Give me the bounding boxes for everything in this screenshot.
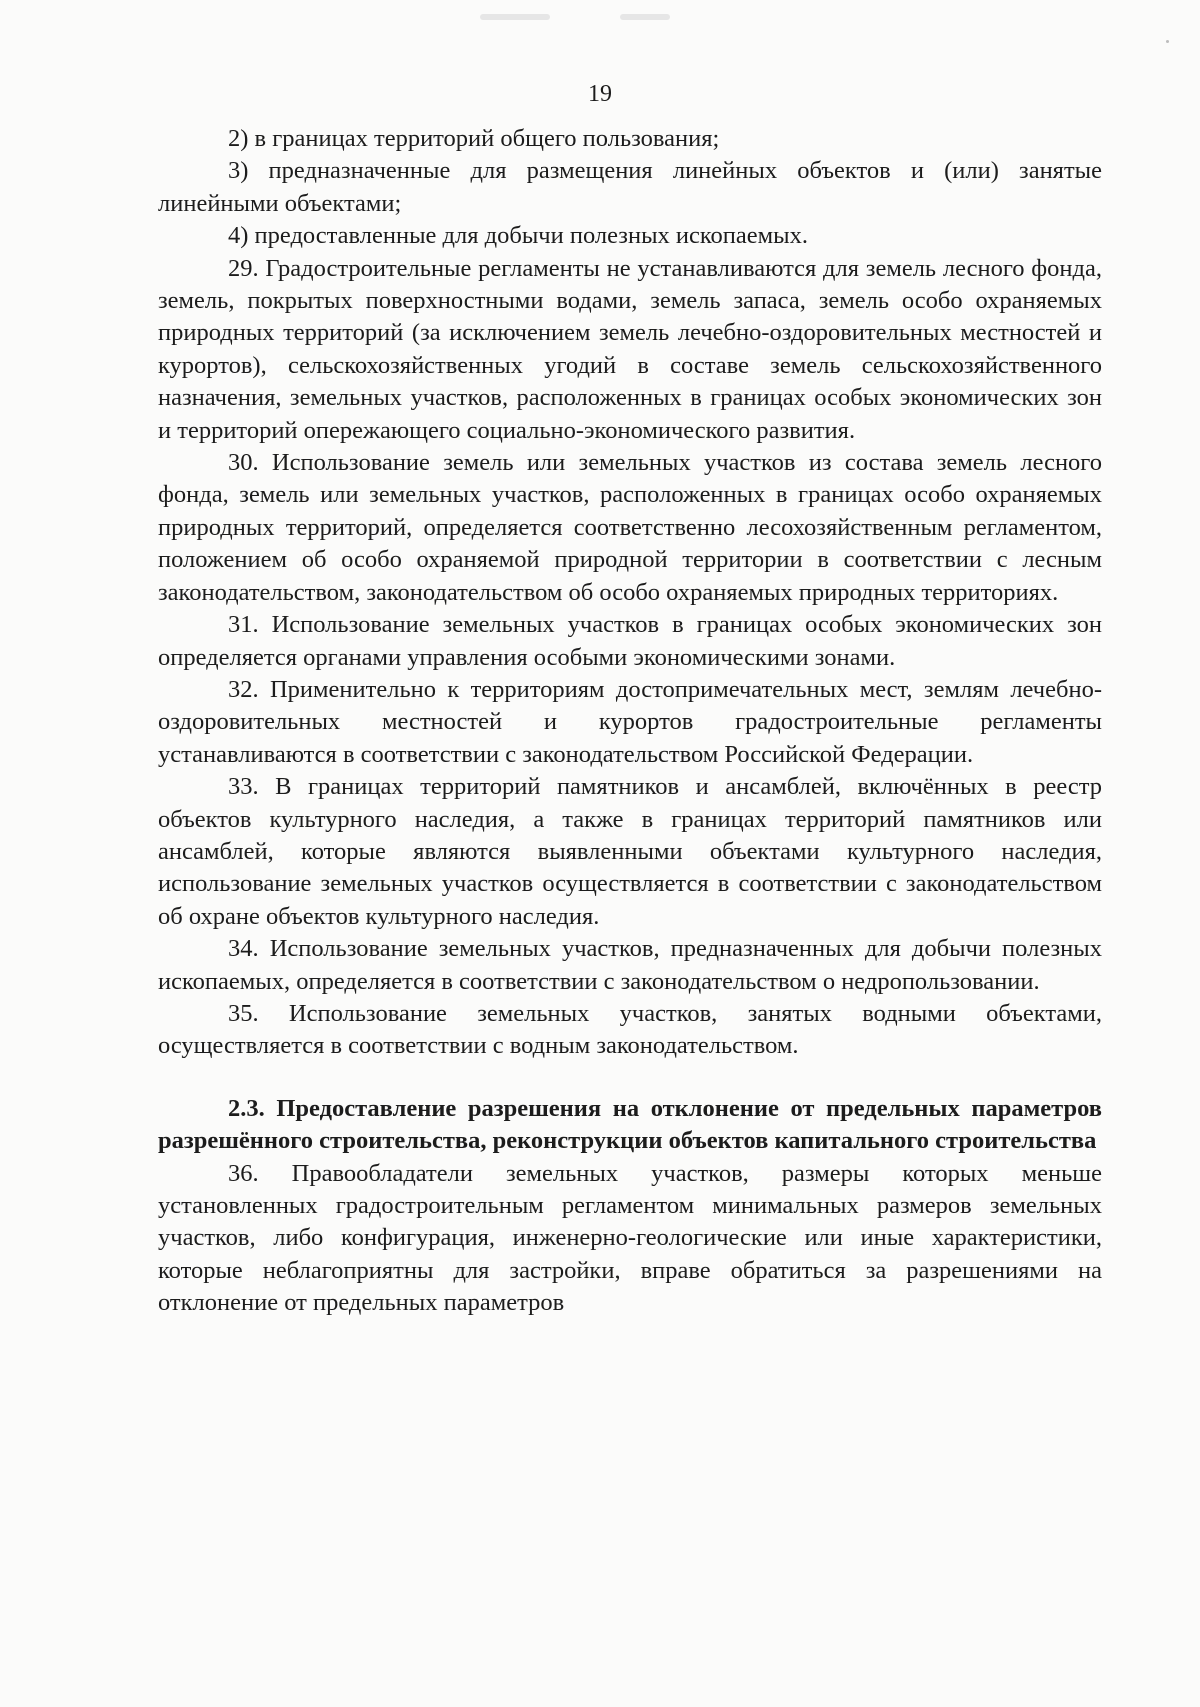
document-body (158, 123, 1102, 1320)
paragraph-36: 36. Правообладатели земельных участков, размеры которых меньше установленных градостроительным регламентом минимальных размеров земельных участков, либо конфигурация, инженерно-геологические или иные характеристики, которые неблагоприятны для застройки, вправе обратиться за разрешениями на отклонение от предельных параметров (158, 1159, 1102, 1317)
scan-artifact (620, 14, 670, 20)
section-heading: 2.3. Предоставление разрешения на отклонение от предельных параметров разрешённого строительства, реконструкции объектов капитального строительства (158, 1094, 1102, 1155)
paragraph-31: 31. Использование земельных участков в границах особых экономических зон определяется органами управления особыми экономическими зонами. (158, 611, 1102, 671)
paragraph-30: 30. Использование земель или земельных участков из состава земель лесного фонда, земель или земельных участков, расположенных в границах особо охраняемых природных территорий, определяется соответственно лесохозяйственным регламентом, положением об особо охраняемой природной территории в соответствии с лесным законодательством, законодательством об особо охраняемых природных территориях. (158, 449, 1102, 606)
list-item: 3) предназначенные для размещения линейных объектов и (или) занятые линейными объектами; (158, 157, 1102, 217)
paragraph-32: 32. Применительно к территориям достопримечательных мест, землям лечебно-оздоровительных местностей и курортов градостроительные регламенты устанавливаются в соответствии с законодательством Российской Федерации. (158, 675, 1102, 768)
page-number: 19 (588, 81, 612, 107)
scan-artifact (480, 14, 550, 20)
scan-artifact (1166, 40, 1169, 43)
paragraph-29: 29. Градостроительные регламенты не устанавливаются для земель лесного фонда, земель, покрытых поверхностными водами, земель запаса, земель особо охраняемых природных территорий (за исключением земель лечебно-оздоровительных местностей и курортов), сельскохозяйственных угодий в составе земель сельскохозяйственного назначения, земельных участков, расположенных в границах особых экономических зон и территорий опережающего социально-экономического развития. (158, 254, 1102, 444)
paragraph-33: 33. В границах территорий памятников и ансамблей, включённых в реестр объектов культурного наследия, а также в границах территорий памятников или ансамблей, которые являются выявленными объектами культурного наследия, использование земельных участков осуществляется в соответствии с законодательством об охране объектов культурного наследия. (158, 773, 1102, 930)
list-item: 2) в границах территорий общего пользования; (228, 125, 720, 152)
paragraph-34: 34. Использование земельных участков, предназначенных для добычи полезных ископаемых, определяется в соответствии с законодательством о недропользовании. (158, 935, 1102, 995)
paragraph-35: 35. Использование земельных участков, занятых водными объектами, осуществляется в соответствии с водным законодательством. (158, 999, 1102, 1060)
list-item: 4) предоставленные для добычи полезных ископаемых. (228, 222, 808, 250)
